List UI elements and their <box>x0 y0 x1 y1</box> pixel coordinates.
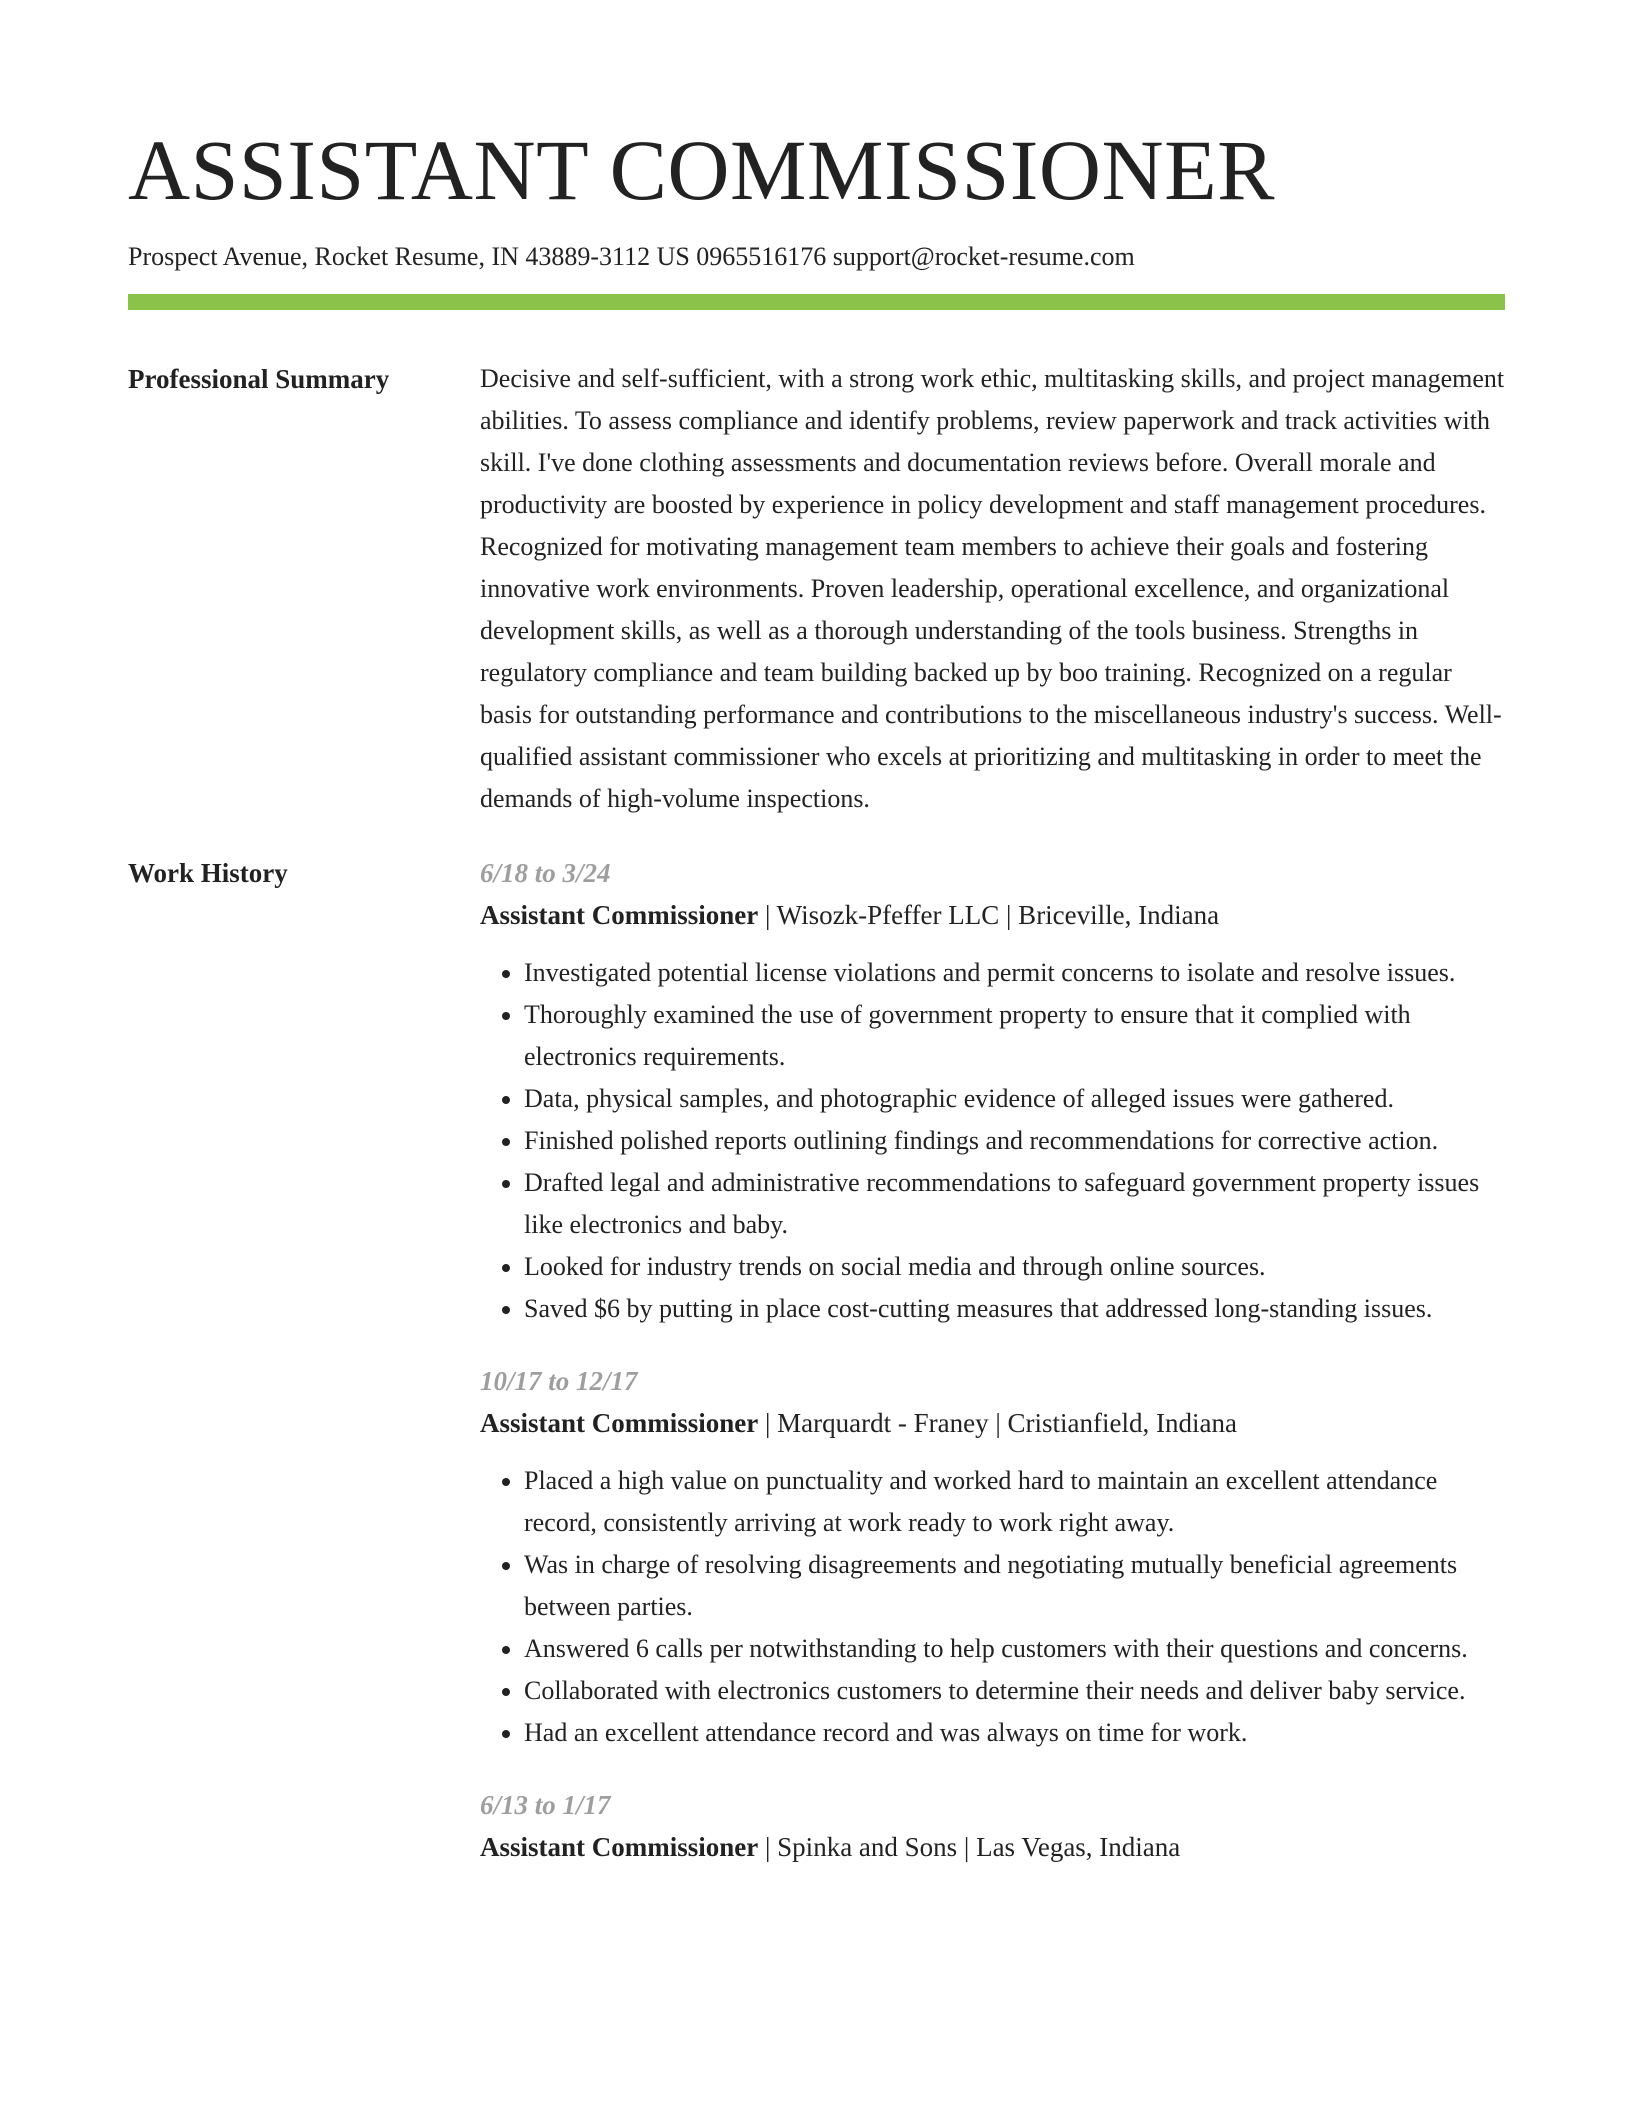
job-heading <box>480 1402 1505 1444</box>
contact-info: Prospect Avenue, Rocket Resume, IN 43889-3112 US 0965516176 support@rocket-resume.com <box>128 242 1135 271</box>
job-title: Assistant Commissioner <box>480 900 759 930</box>
job-dates: 6/18 to 3/24 <box>480 858 611 888</box>
job-bullet: • Finished polished reports outlining findings and recommendations for corrective action. <box>524 1120 1505 1162</box>
job-entry <box>480 1360 1505 1754</box>
job-bullets <box>480 1460 1505 1754</box>
work-history-list <box>480 852 1505 1898</box>
job-bullet: • Answered 6 calls per notwithstanding to help customers with their questions and concerns. <box>524 1628 1505 1670</box>
job-entry <box>480 852 1505 1330</box>
job-bullet: • Saved $6 by putting in place cost-cutting measures that addressed long-standing issues. <box>524 1288 1505 1330</box>
job-heading <box>480 894 1505 936</box>
job-company-location: | Wisozk-Pfeffer LLC | Briceville, Indiana <box>758 900 1220 930</box>
job-bullet: • Investigated potential license violations and permit concerns to isolate and resolve issues. <box>524 952 1505 994</box>
job-title: Assistant Commissioner <box>480 1832 759 1862</box>
job-bullet: • Placed a high value on punctuality and worked hard to maintain an excellent attendance record, consistently arriving at work ready to work right away. <box>524 1460 1505 1544</box>
job-entry <box>480 1784 1505 1868</box>
resume-name: ASSISTANT COMMISSIONER <box>128 122 1276 218</box>
job-bullets <box>480 952 1505 1330</box>
work-history-section <box>128 852 1505 1898</box>
section-label-summary: Professional Summary <box>128 364 390 394</box>
job-bullet: • Had an excellent attendance record and was always on time for work. <box>524 1712 1505 1754</box>
job-company-location: | Marquardt - Franey | Cristianfield, Indiana <box>758 1408 1237 1438</box>
job-dates: 6/13 to 1/17 <box>480 1790 611 1820</box>
job-bullet: • Was in charge of resolving disagreements and negotiating mutually beneficial agreements between parties. <box>524 1544 1505 1628</box>
job-heading <box>480 1826 1505 1868</box>
job-dates: 10/17 to 12/17 <box>480 1366 638 1396</box>
job-bullet: • Looked for industry trends on social media and through online sources. <box>524 1246 1505 1288</box>
summary-section <box>128 358 1505 820</box>
resume-page <box>128 118 1505 1898</box>
job-bullet: • Data, physical samples, and photographic evidence of alleged issues were gathered. <box>524 1078 1505 1120</box>
job-title: Assistant Commissioner <box>480 1408 759 1438</box>
summary-text: Decisive and self-sufficient, with a strong work ethic, multitasking skills, and project management abilities. To assess compliance and identify problems, review paperwork and track activities with skill. I've done clothing assessments and documentation reviews before. Overall morale and productivity are boosted by experience in policy development and staff management procedures. Recognized for motivating management team members to achieve their goals and fostering innovative work environments. Proven leadership, operational excellence, and organizational development skills, as well as a thorough understanding of the tools business. Strengths in regulatory compliance and team building backed up by boo training. Recognized on a regular basis for outstanding performance and contributions to the miscellaneous industry's success. Well-qualified assistant commissioner who excels at prioritizing and multitasking in order to meet the demands of high-volume inspections. <box>480 364 1505 813</box>
section-label-work-history: Work History <box>128 858 288 888</box>
header-divider <box>128 294 1505 310</box>
job-company-location: | Spinka and Sons | Las Vegas, Indiana <box>758 1832 1181 1862</box>
job-bullet: • Collaborated with electronics customers to determine their needs and deliver baby service. <box>524 1670 1505 1712</box>
job-bullet: • Thoroughly examined the use of government property to ensure that it complied with electronics requirements. <box>524 994 1505 1078</box>
job-bullet: • Drafted legal and administrative recommendations to safeguard government property issues like electronics and baby. <box>524 1162 1505 1246</box>
